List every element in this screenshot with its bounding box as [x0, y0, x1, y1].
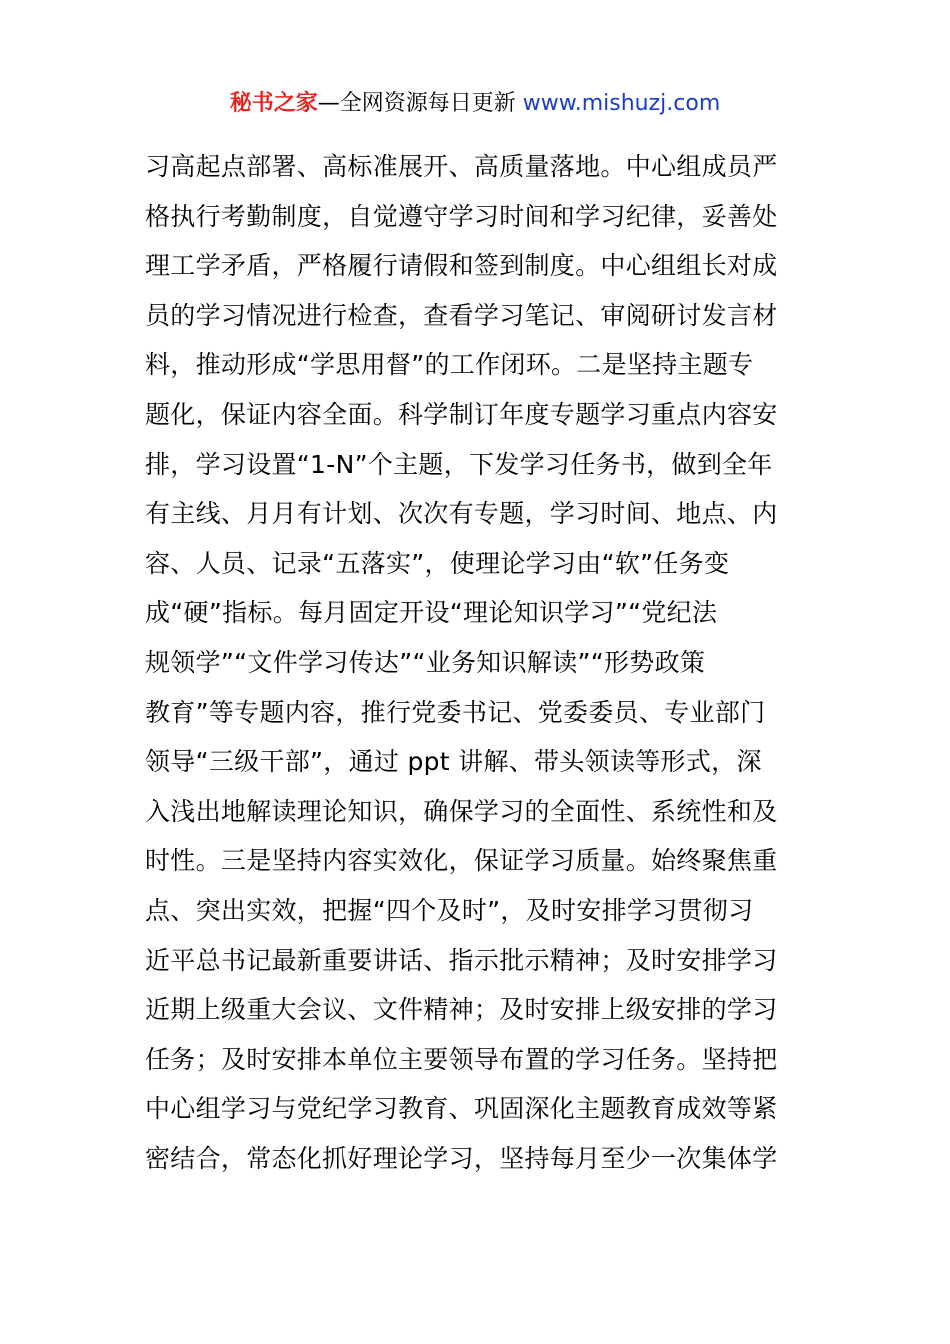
body-line: 规领学”“文件学习传达”“业务知识解读”“形势政策 [145, 647, 706, 677]
page-header [0, 88, 950, 120]
body-line: 密结合，常态化抓好理论学习，坚持每月至少一次集体学 [145, 1143, 778, 1173]
body-line: 领导“三级干部”，通过 ppt 讲解、带头领读等形式，深 [145, 747, 762, 777]
body-line: 教育”等专题内容，推行党委书记、党委委员、专业部门 [145, 697, 766, 727]
body-line: 容、人员、记录“五落实”，使理论学习由“软”任务变 [145, 548, 730, 578]
body-line: 排，学习设置“1-N”个主题，下发学习任务书，做到全年 [145, 449, 773, 479]
body-line: 有主线、月月有计划、次次有专题，学习时间、地点、内 [145, 499, 778, 529]
body-line: 习高起点部署、高标准展开、高质量落地。中心组成员严 [145, 152, 778, 181]
body-line: 料，推动形成“学思用督”的工作闭环。二是坚持主题专 [145, 350, 754, 380]
body-line: 题化，保证内容全面。科学制订年度专题学习重点内容安 [145, 399, 778, 429]
body-line: 成“硬”指标。每月固定开设“理论知识学习”“党纪法 [145, 598, 718, 628]
header-tagline: —全网资源每日更新 [317, 91, 523, 116]
body-line: 理工学矛盾，严格履行请假和签到制度。中心组组长对成 [145, 251, 778, 281]
body-line: 入浅出地解读理论知识，确保学习的全面性、系统性和及 [145, 796, 778, 826]
brand-name: 秘书之家 [229, 91, 318, 116]
body-line: 近平总书记最新重要讲话、指示批示精神；及时安排学习 [145, 945, 778, 975]
body-line: 格执行考勤制度，自觉遵守学习时间和学习纪律，妥善处 [145, 201, 778, 231]
body-line: 时性。三是坚持内容实效化，保证学习质量。始终聚焦重 [145, 846, 778, 876]
site-url-link[interactable]: www.mishuzj.com [522, 91, 721, 116]
body-line: 任务；及时安排本单位主要领导布置的学习任务。坚持把 [145, 1044, 778, 1074]
document-body [145, 142, 815, 1183]
body-line: 点、突出实效，把握“四个及时”，及时安排学习贯彻习 [145, 895, 754, 925]
body-line: 近期上级重大会议、文件精神；及时安排上级安排的学习 [145, 995, 778, 1025]
body-line: 中心组学习与党纪学习教育、巩固深化主题教育成效等紧 [145, 1094, 778, 1124]
body-line: 员的学习情况进行检查，查看学习笔记、审阅研讨发言材 [145, 300, 778, 330]
